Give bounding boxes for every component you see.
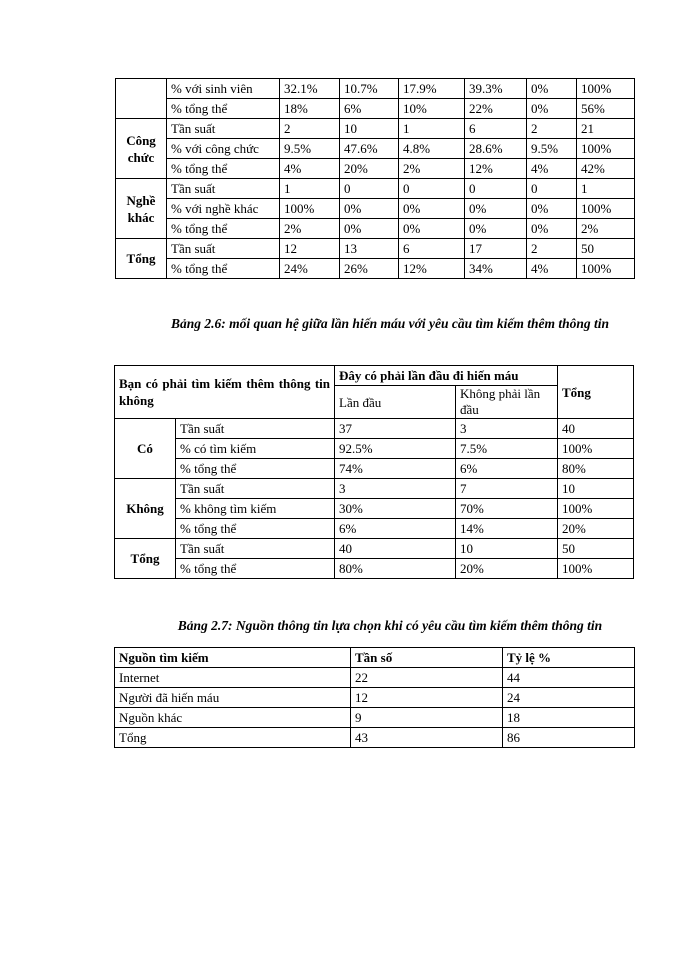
search-by-donation-table <box>114 365 634 579</box>
cell: 100% <box>577 139 635 159</box>
cell: 80% <box>558 459 634 479</box>
row-label: % tổng thể <box>167 259 280 279</box>
cell: 12 <box>280 239 340 259</box>
cell: 6% <box>456 459 558 479</box>
cell: 0% <box>340 199 399 219</box>
cell: 18 <box>503 708 635 728</box>
cell: 1 <box>280 179 340 199</box>
cell: 22 <box>351 668 503 688</box>
cell: 44 <box>503 668 635 688</box>
cell: 74% <box>335 459 456 479</box>
cell: 40 <box>335 539 456 559</box>
cell: 100% <box>577 79 635 99</box>
cell: 0% <box>527 219 577 239</box>
row-label: % tổng thể <box>167 99 280 119</box>
cell: 6 <box>399 239 465 259</box>
cell: 42% <box>577 159 635 179</box>
group-cell: Công chức <box>116 119 167 179</box>
cell: 2 <box>527 239 577 259</box>
cell: 0% <box>399 199 465 219</box>
cell: 10 <box>558 479 634 499</box>
table-caption-2-7: Bảng 2.7: Nguồn thông tin lựa chọn khi có yêu cầu tìm kiếm thêm thông tin <box>177 618 603 633</box>
cell: 3 <box>335 479 456 499</box>
table-row <box>115 459 634 479</box>
row-label: Tần suất <box>176 419 335 439</box>
table-row <box>115 539 634 559</box>
cell: 18% <box>280 99 340 119</box>
info-source-table <box>114 647 635 748</box>
cell: 47.6% <box>340 139 399 159</box>
table-row <box>115 519 634 539</box>
cell: 1 <box>577 179 635 199</box>
cell: 22% <box>465 99 527 119</box>
table-row <box>115 728 635 748</box>
header-source: Nguồn tìm kiếm <box>115 648 351 668</box>
table-row <box>116 79 635 99</box>
row-label: Tần suất <box>167 179 280 199</box>
table-row <box>115 668 635 688</box>
table-row <box>116 199 635 219</box>
table-row <box>116 119 635 139</box>
table-row <box>116 179 635 199</box>
row-label: % tổng thể <box>176 519 335 539</box>
cell: 39.3% <box>465 79 527 99</box>
cell: 7.5% <box>456 439 558 459</box>
cell: 2% <box>399 159 465 179</box>
table-row <box>116 159 635 179</box>
group-cell: Tổng <box>116 239 167 279</box>
table-row <box>116 219 635 239</box>
cell: 6% <box>335 519 456 539</box>
cell: 10 <box>456 539 558 559</box>
cell: 1 <box>399 119 465 139</box>
source-cell: Người đã hiến máu <box>115 688 351 708</box>
cell: 0 <box>465 179 527 199</box>
cell: 20% <box>456 559 558 579</box>
cell: 37 <box>335 419 456 439</box>
question-header: Bạn có phải tìm kiếm thêm thông tin không <box>115 366 335 419</box>
row-label: % với nghề khác <box>167 199 280 219</box>
group-cell: Nghề khác <box>116 179 167 239</box>
cell: 56% <box>577 99 635 119</box>
table-row <box>116 259 635 279</box>
cell: 100% <box>577 199 635 219</box>
cell: 7 <box>456 479 558 499</box>
cell: 2% <box>280 219 340 239</box>
group-cell: Không <box>115 479 176 539</box>
total-header: Tổng <box>558 366 634 419</box>
cell: 4% <box>280 159 340 179</box>
cell: 4.8% <box>399 139 465 159</box>
table-header-row <box>115 366 634 386</box>
cell: 24% <box>280 259 340 279</box>
cell: 100% <box>558 559 634 579</box>
cell: 0% <box>465 199 527 219</box>
row-label: % tổng thể <box>176 459 335 479</box>
row-label: % tổng thể <box>167 219 280 239</box>
cell: 0 <box>399 179 465 199</box>
cell: 12% <box>399 259 465 279</box>
cell: 17 <box>465 239 527 259</box>
cell: 2% <box>577 219 635 239</box>
table-row <box>115 559 634 579</box>
cell: 100% <box>558 499 634 519</box>
cell: 100% <box>577 259 635 279</box>
cell: 10% <box>399 99 465 119</box>
cell: 100% <box>280 199 340 219</box>
search-by-donation-table-body <box>115 366 634 579</box>
table-caption-2-6: Bảng 2.6: mối quan hệ giữa lần hiến máu với yêu cầu tìm kiếm thêm thông tin <box>170 316 610 331</box>
table-row <box>115 479 634 499</box>
cell: 0% <box>340 219 399 239</box>
cell: 26% <box>340 259 399 279</box>
cell: 32.1% <box>280 79 340 99</box>
cell: 50 <box>558 539 634 559</box>
row-label: % với công chức <box>167 139 280 159</box>
header-percent: Tỷ lệ % <box>503 648 635 668</box>
cell: 20% <box>340 159 399 179</box>
source-cell: Internet <box>115 668 351 688</box>
row-label: % tổng thể <box>176 559 335 579</box>
cell: 6% <box>340 99 399 119</box>
row-label: % không tìm kiếm <box>176 499 335 519</box>
cell: 10.7% <box>340 79 399 99</box>
col-not-first-time: Không phải lần đầu <box>456 386 558 419</box>
cell: 2 <box>527 119 577 139</box>
table-row <box>115 688 635 708</box>
cell: 13 <box>340 239 399 259</box>
cell: 50 <box>577 239 635 259</box>
cell: 0% <box>465 219 527 239</box>
cell: 100% <box>558 439 634 459</box>
cell: 24 <box>503 688 635 708</box>
cell: 28.6% <box>465 139 527 159</box>
cell: 0% <box>527 99 577 119</box>
cell: 21 <box>577 119 635 139</box>
cell: 12 <box>351 688 503 708</box>
table-row <box>116 139 635 159</box>
cell: 12% <box>465 159 527 179</box>
cell: 4% <box>527 159 577 179</box>
cell: 0% <box>399 219 465 239</box>
row-label: % tổng thể <box>167 159 280 179</box>
group-cell: Có <box>115 419 176 479</box>
table-row <box>115 499 634 519</box>
cell: 6 <box>465 119 527 139</box>
cell: 20% <box>558 519 634 539</box>
row-label: % có tìm kiếm <box>176 439 335 459</box>
cell: 30% <box>335 499 456 519</box>
cell: 9 <box>351 708 503 728</box>
cell: 0% <box>527 79 577 99</box>
info-source-table-body <box>115 648 635 748</box>
occupation-table-body <box>116 79 635 279</box>
cell: 17.9% <box>399 79 465 99</box>
cell: 0% <box>527 199 577 219</box>
group-cell: Tổng <box>115 539 176 579</box>
table-row <box>116 239 635 259</box>
header-frequency: Tần số <box>351 648 503 668</box>
cell: 0 <box>527 179 577 199</box>
cell: 0 <box>340 179 399 199</box>
cell: 3 <box>456 419 558 439</box>
cell: 92.5% <box>335 439 456 459</box>
first-time-header: Đây có phải lần đầu đi hiến máu <box>335 366 558 386</box>
cell: 86 <box>503 728 635 748</box>
col-first-time: Lần đầu <box>335 386 456 419</box>
source-cell: Nguồn khác <box>115 708 351 728</box>
cell: 9.5% <box>280 139 340 159</box>
occupation-table <box>115 78 635 279</box>
table-row <box>115 419 634 439</box>
row-label: Tần suất <box>176 479 335 499</box>
group-cell <box>116 79 167 119</box>
table-row <box>116 99 635 119</box>
cell: 70% <box>456 499 558 519</box>
table-header-row <box>115 648 635 668</box>
cell: 34% <box>465 259 527 279</box>
source-cell: Tổng <box>115 728 351 748</box>
cell: 43 <box>351 728 503 748</box>
cell: 14% <box>456 519 558 539</box>
table-row <box>115 708 635 728</box>
cell: 4% <box>527 259 577 279</box>
cell: 10 <box>340 119 399 139</box>
row-label: Tần suất <box>167 239 280 259</box>
row-label: Tần suất <box>176 539 335 559</box>
cell: 40 <box>558 419 634 439</box>
cell: 2 <box>280 119 340 139</box>
row-label: % với sinh viên <box>167 79 280 99</box>
cell: 9.5% <box>527 139 577 159</box>
table-row <box>115 439 634 459</box>
row-label: Tần suất <box>167 119 280 139</box>
cell: 80% <box>335 559 456 579</box>
